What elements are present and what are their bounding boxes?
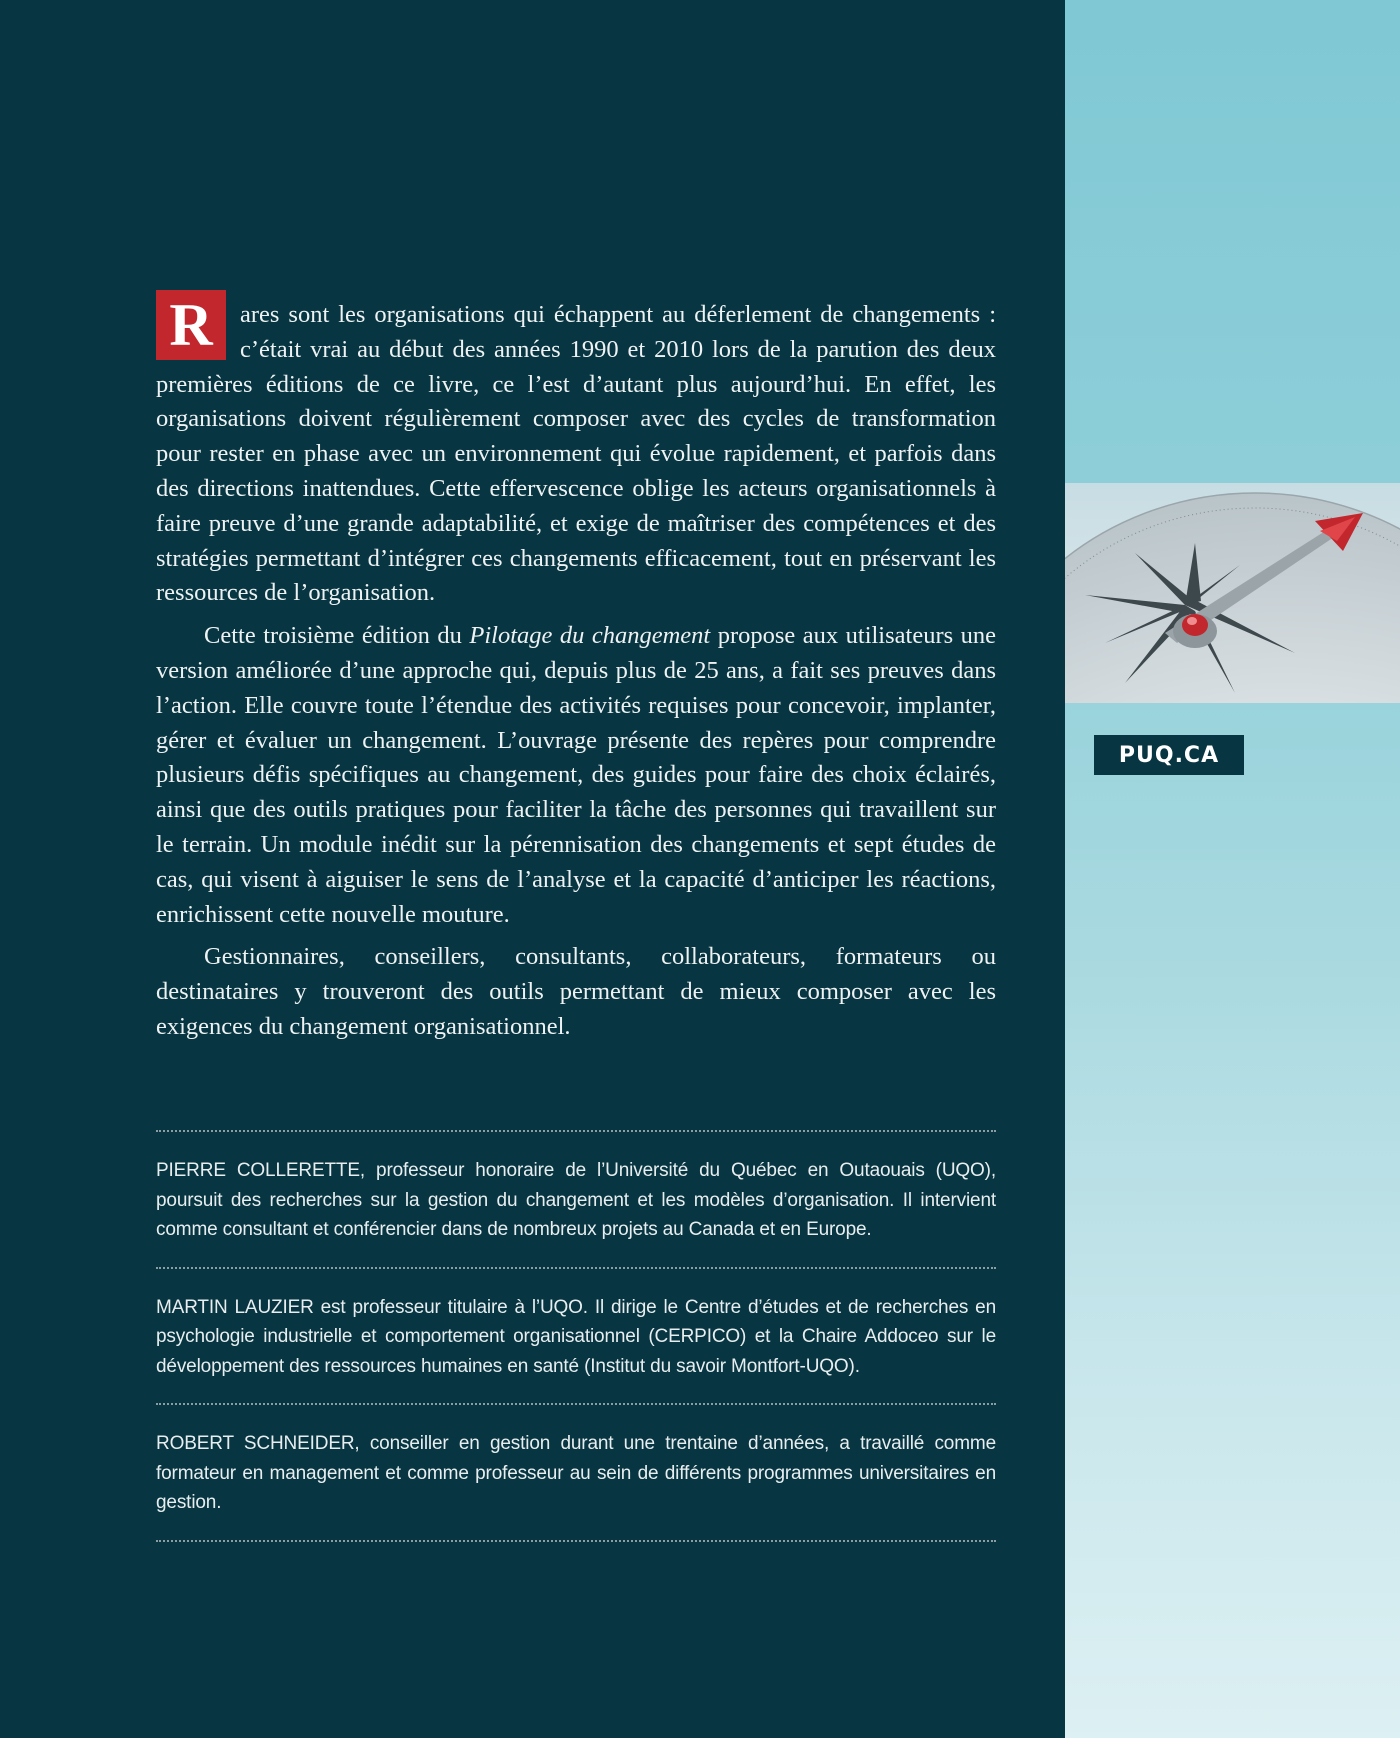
publisher-website-badge: PUQ.CA — [1094, 735, 1244, 775]
author-bio-schneider — [156, 1405, 996, 1540]
description-paragraph-3: Gestionnaires, conseillers, consultants, collaborateurs, formateurs ou destinataires y trouveront des outils permettant de mieux composer avec les exigences du changement organisationnel. — [156, 943, 996, 1040]
author-bio-lauzier — [156, 1269, 996, 1404]
book-description — [156, 292, 997, 1053]
author-bio-collerette — [156, 1132, 996, 1267]
author-bio-text: , conseiller en gestion durant une trentaine d’années, a travaillé comme formateur en management et comme professeur au sein de différents programmes universitaires en gestion. — [156, 1433, 996, 1513]
book-title-italic: Pilotage du changement — [469, 622, 711, 650]
description-paragraph-2-text: propose aux utilisateurs une version améliorée d’une approche qui, depuis plus de 25 ans, a fait ses preuves dans l’action. Elle couvre toute l’étendue des activités requises pour concevoir, implanter, gérer et évaluer un changement. L’ouvrage présente des repères pour comprendre plusieurs défis spécifiques au changement, des guides pour faire des choix éclairés, ainsi que des outils pratiques pour faciliter la tâche des personnes qui travaillent sur le terrain. Un module inédit sur la pérennisation des changements et sept études de cas, qui visent à aiguiser le sens de l’analyse et la capacité d’anticiper les réactions, enrichissent cette nouvelle mouture. — [156, 622, 997, 928]
author-bio-text: , professeur honoraire de l’Université du Québec en Outaouais (UQO), poursuit des recherches sur la gestion du changement et les modèles d’organisation. Il intervient comme consultant et conférencier dans de nombreux projets au Canada et en Europe. — [156, 1160, 996, 1240]
dotted-divider — [156, 1540, 996, 1542]
author-name: ROBERT SCHNEIDER — [156, 1433, 355, 1454]
author-bios — [156, 1130, 996, 1542]
author-name: MARTIN LAUZIER — [156, 1296, 314, 1318]
drop-cap: R — [156, 290, 226, 360]
compass-image — [1065, 483, 1400, 703]
author-name: PIERRE COLLERETTE — [156, 1160, 360, 1181]
description-paragraph-2 — [156, 619, 996, 932]
description-paragraph-1 — [156, 292, 996, 611]
description-paragraph-1-text: ares sont les organisations qui échappent au déferlement de changements : c’était vrai au début des années 1990 et 2010 lors de la parution des deux premières éditions de ce livre, ce l’est d’autant plus aujourd’hui. En effet, les organisations doivent régulièrement composer avec des cycles de transformation pour rester en phase avec un environnement qui évolue rapidement, et parfois dans des directions inattendues. Cette effervescence oblige les acteurs organisationnels à faire preuve d’une grande adaptabilité, et exige de maîtriser des compétences et des stratégies permettant d’intégrer ces changements efficacement, tout en préservant les ressources de l’organisation. — [156, 301, 996, 607]
back-cover-side-panel — [1065, 0, 1400, 1738]
description-paragraph-2-lead: Cette troisième édition du — [204, 622, 470, 650]
author-bio-text: est professeur titulaire à l’UQO. Il dirige le Centre d’études et de recherches en psychologie industrielle et comportement organisationnel (CERPICO) et la Chaire Addoceo sur le développement des ressources humaines en santé (Institut du savoir Montfort-UQO). — [156, 1296, 996, 1377]
